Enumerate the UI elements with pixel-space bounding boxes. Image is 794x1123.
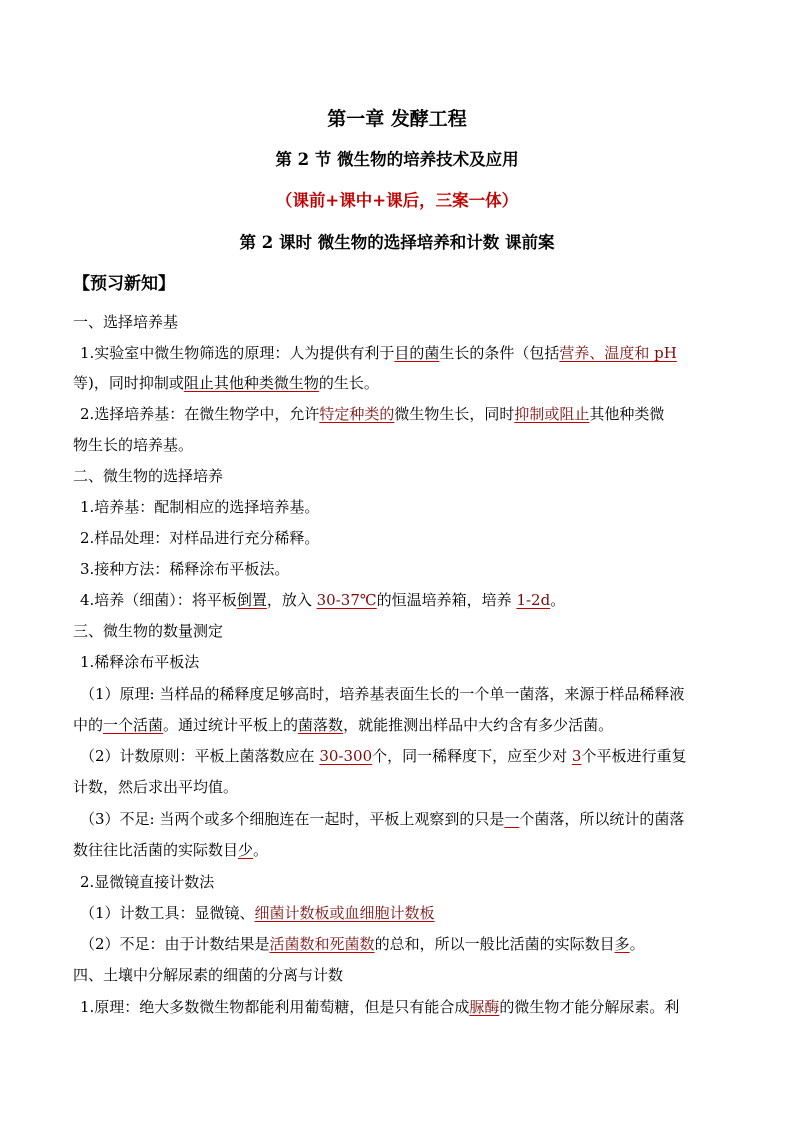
underlined-answer: 细菌计数板或血细胞计数板 bbox=[254, 904, 435, 922]
text-segment: 的总和，所以一般比活菌的实际数目 bbox=[374, 935, 615, 953]
paragraph-line bbox=[73, 777, 238, 797]
text-segment: 1.培养基：配制相应的选择培养基。 bbox=[80, 498, 320, 516]
preview-header: 【预习新知】 bbox=[73, 274, 175, 294]
text-segment: 4.培养（细菌）：将平板 bbox=[80, 591, 237, 609]
text-segment: 个菌落，所以统计的菌落 bbox=[519, 810, 685, 828]
underlined-answer: 目的菌 bbox=[394, 344, 440, 362]
underlined-answer: 菌落数 bbox=[298, 716, 344, 734]
paragraph-line bbox=[73, 715, 613, 735]
text-segment: ，就能推测出样品中大约含有多少活菌。 bbox=[343, 716, 614, 734]
text-segment: ，放入 bbox=[266, 591, 317, 609]
heading-selective-medium bbox=[73, 312, 178, 332]
paragraph-line bbox=[80, 590, 565, 610]
underlined-answer: 活菌数和死菌数 bbox=[269, 935, 375, 953]
text-segment: 数往往比活菌的实际数目 bbox=[73, 841, 239, 859]
text-segment: 。通过统计平板上的 bbox=[163, 716, 299, 734]
text-segment: 微生物生长，同时 bbox=[394, 405, 515, 423]
underlined-answer: 1-2d bbox=[516, 591, 551, 609]
text-segment: 二、微生物的选择培养 bbox=[73, 467, 224, 485]
underlined-answer: 一个活菌 bbox=[103, 716, 164, 734]
paragraph-line bbox=[80, 497, 319, 517]
text-segment: （2）不足：由于计数结果是 bbox=[80, 935, 270, 953]
underlined-answer: 3 bbox=[571, 747, 582, 765]
underlined-answer: 30-300 bbox=[319, 747, 373, 765]
text-segment: 。 bbox=[253, 841, 269, 859]
text-segment: 1.实验室中微生物筛选的原理：人为提供有利于 bbox=[80, 344, 395, 362]
heading-urea-bacteria bbox=[73, 965, 343, 985]
text-segment: （1）计数工具：显微镜、 bbox=[80, 904, 255, 922]
underlined-answer: 一 bbox=[504, 810, 520, 828]
lesson-title: 第 2 课时 微生物的选择培养和计数 课前案 bbox=[239, 233, 555, 252]
text-segment: 的微生物才能分解尿素。利 bbox=[499, 998, 680, 1016]
text-segment: 其他种类微 bbox=[589, 405, 665, 423]
underlined-answer: 倒置 bbox=[236, 591, 267, 609]
text-segment: 。 bbox=[550, 591, 566, 609]
text-segment: 生长的条件（包括 bbox=[439, 344, 560, 362]
paragraph-line bbox=[80, 809, 684, 829]
paragraph-line bbox=[73, 435, 193, 455]
underlined-answer: 30-37℃ bbox=[316, 591, 377, 609]
underlined-answer: 脲酶 bbox=[469, 998, 500, 1016]
text-segment: 四、土壤中分解尿素的细菌的分离与计数 bbox=[73, 966, 344, 984]
paragraph-line bbox=[80, 684, 684, 704]
underlined-answer: 营养、温度和 pH bbox=[559, 344, 677, 362]
paragraph-line bbox=[80, 528, 319, 548]
chapter-title: 第一章 发酵工程 bbox=[327, 108, 467, 130]
text-segment: 1.原理：绝大多数微生物都能利用葡萄糖，但是只有能合成 bbox=[80, 998, 470, 1016]
text-segment: 个，同一稀释度下，应至少对 bbox=[372, 747, 572, 765]
subtitle: （课前+课中+课后，三案一体） bbox=[275, 191, 519, 210]
text-segment: 的恒温培养箱，培养 bbox=[376, 591, 517, 609]
text-segment: 2.显微镜直接计数法 bbox=[80, 873, 215, 891]
paragraph-line bbox=[80, 343, 677, 363]
paragraph-line bbox=[73, 840, 268, 860]
text-segment: 2.选择培养基：在微生物学中，允许 bbox=[80, 405, 320, 423]
heading-quantity-measurement bbox=[73, 621, 223, 641]
text-segment: 一、选择培养基 bbox=[73, 313, 179, 331]
text-segment: 物生长的培养基。 bbox=[73, 436, 194, 454]
text-segment: 2.样品处理：对样品进行充分稀释。 bbox=[80, 529, 320, 547]
paragraph-line bbox=[80, 997, 679, 1017]
text-segment: 1.稀释涂布平板法 bbox=[80, 653, 200, 671]
underlined-answer: 少 bbox=[238, 841, 254, 859]
text-segment: 中的 bbox=[73, 716, 104, 734]
text-segment: 。 bbox=[629, 935, 645, 953]
text-segment: 等)，同时抑制或 bbox=[73, 374, 184, 392]
underlined-answer: 特定种类的 bbox=[319, 405, 395, 423]
underlined-answer: 阻止其他种类微生物 bbox=[183, 374, 319, 392]
paragraph-line bbox=[80, 652, 199, 672]
text-segment: 3.接种方法：稀释涂布平板法。 bbox=[80, 560, 290, 578]
underlined-answer: 抑制或阻止 bbox=[514, 405, 590, 423]
text-segment: 的生长。 bbox=[318, 374, 379, 392]
text-segment: 计数，然后求出平均值。 bbox=[73, 778, 239, 796]
text-segment: 个平板进行重复 bbox=[581, 747, 687, 765]
text-segment: （1）原理: 当样品的稀释度足够高时，培养基表面生长的一个单一菌落，来源于样品稀释液 bbox=[80, 685, 685, 703]
section-title: 第 2 节 微生物的培养技术及应用 bbox=[275, 150, 519, 169]
paragraph-line bbox=[73, 373, 379, 393]
paragraph-line bbox=[80, 872, 214, 892]
paragraph-line bbox=[80, 934, 645, 954]
underlined-answer: 多 bbox=[614, 935, 630, 953]
paragraph-line bbox=[80, 404, 664, 424]
text-segment: 三、微生物的数量测定 bbox=[73, 622, 224, 640]
heading-selective-culture bbox=[73, 466, 223, 486]
paragraph-line bbox=[80, 746, 686, 766]
paragraph-line bbox=[80, 559, 289, 579]
text-segment: （2）计数原则：平板上菌落数应在 bbox=[80, 747, 320, 765]
paragraph-line bbox=[80, 903, 435, 923]
text-segment: （3）不足: 当两个或多个细胞连在一起时，平板上观察到的只是 bbox=[80, 810, 505, 828]
